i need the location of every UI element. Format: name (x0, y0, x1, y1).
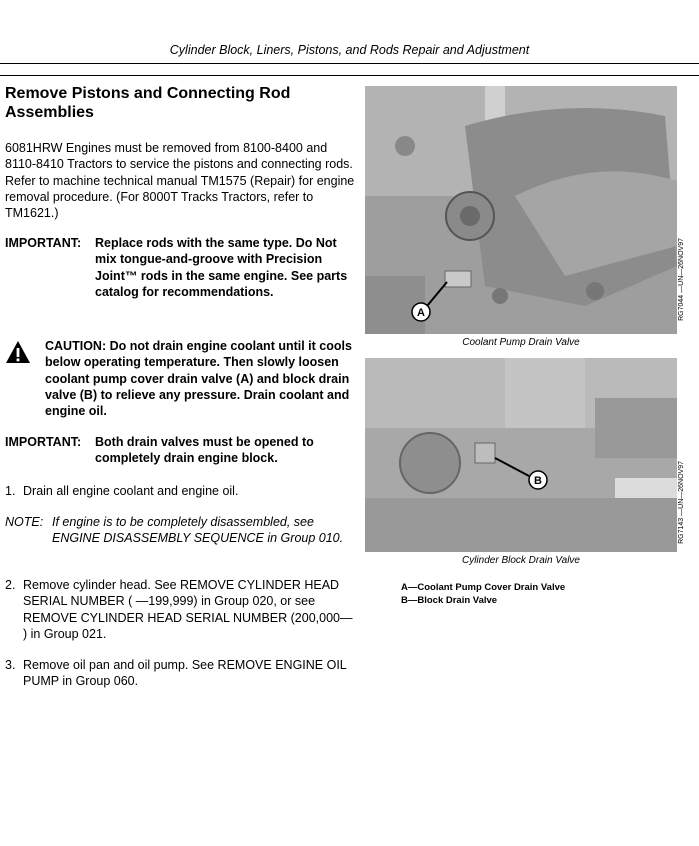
warning-triangle-icon (5, 340, 31, 364)
coolant-pump-photo (365, 86, 677, 334)
step-text: Remove oil pan and oil pump. See REMOVE ENGINE OIL PUMP in Group 060. (23, 658, 347, 689)
note-block (5, 514, 357, 547)
step-number: 1. (5, 484, 16, 498)
callout-b: B (534, 475, 542, 487)
note-text: If engine is to be completely disassembled, see ENGINE DISASSEMBLY SEQUENCE in Group 010. (52, 515, 344, 546)
important-label: IMPORTANT: (5, 236, 82, 250)
legend-item-a: A—Coolant Pump Cover Drain Valve (401, 582, 566, 593)
figure-1-caption: Coolant Pump Drain Valve (462, 337, 580, 348)
page-header-title: Cylinder Block, Liners, Pistons, and Rods Repair and Adjustment (169, 43, 530, 57)
figure-1-id: RG7044 —UN—26NOV97 (678, 238, 685, 321)
header-rule-bottom (0, 75, 699, 76)
step-1 (5, 483, 357, 499)
step-2 (5, 577, 357, 642)
section-title: Remove Pistons and Connecting Rod Assemblies (5, 85, 291, 121)
important-text: Replace rods with the same type. Do Not mix tongue-and-groove with Precision Joint™ rods in the same engine. See parts catalog for recommendations. (95, 236, 348, 299)
step-3 (5, 657, 357, 690)
note-label: NOTE: (5, 515, 44, 529)
important-label: IMPORTANT: (5, 435, 82, 449)
important-note-1 (5, 235, 357, 300)
callout-a: A (417, 307, 425, 319)
step-text: Remove cylinder head. See REMOVE CYLINDER HEAD SERIAL NUMBER ( —199,999) in Group 020, or see REMOVE CYLINDER HEAD SERIAL NUMBER (200,000— ) in Group 021. (23, 578, 353, 641)
figure-2-caption: Cylinder Block Drain Valve (461, 555, 580, 566)
cylinder-block-photo (365, 358, 677, 552)
step-number: 3. (5, 658, 16, 672)
caution-text: CAUTION: Do not drain engine coolant until it cools below operating temperature. Then slowly loosen coolant pump cover drain valve (A) and block drain valve (B) to relieve any pressure. Drain coolant and engine oil. (45, 339, 352, 419)
step-number: 2. (5, 578, 16, 592)
intro-paragraph: 6081HRW Engines must be removed from 8100-8400 and 8110-8410 Tractors to service the pistons and connecting rods. Refer to machine technical manual TM1575 (Repair) for engine removal procedure. (For 8000T Tracks Tractors, refer to TM1621.) (5, 141, 355, 221)
important-text: Both drain valves must be opened to completely drain engine block. (95, 435, 314, 466)
figure-2-id: RG7143 —UN—26NOV97 (678, 461, 685, 544)
important-note-2 (5, 434, 357, 467)
step-text: Drain all engine coolant and engine oil. (23, 484, 239, 498)
header-rule-top (0, 63, 699, 64)
legend-item-b: B—Block Drain Valve (401, 595, 498, 606)
figure-legend (401, 581, 565, 607)
caution-block (5, 338, 357, 419)
